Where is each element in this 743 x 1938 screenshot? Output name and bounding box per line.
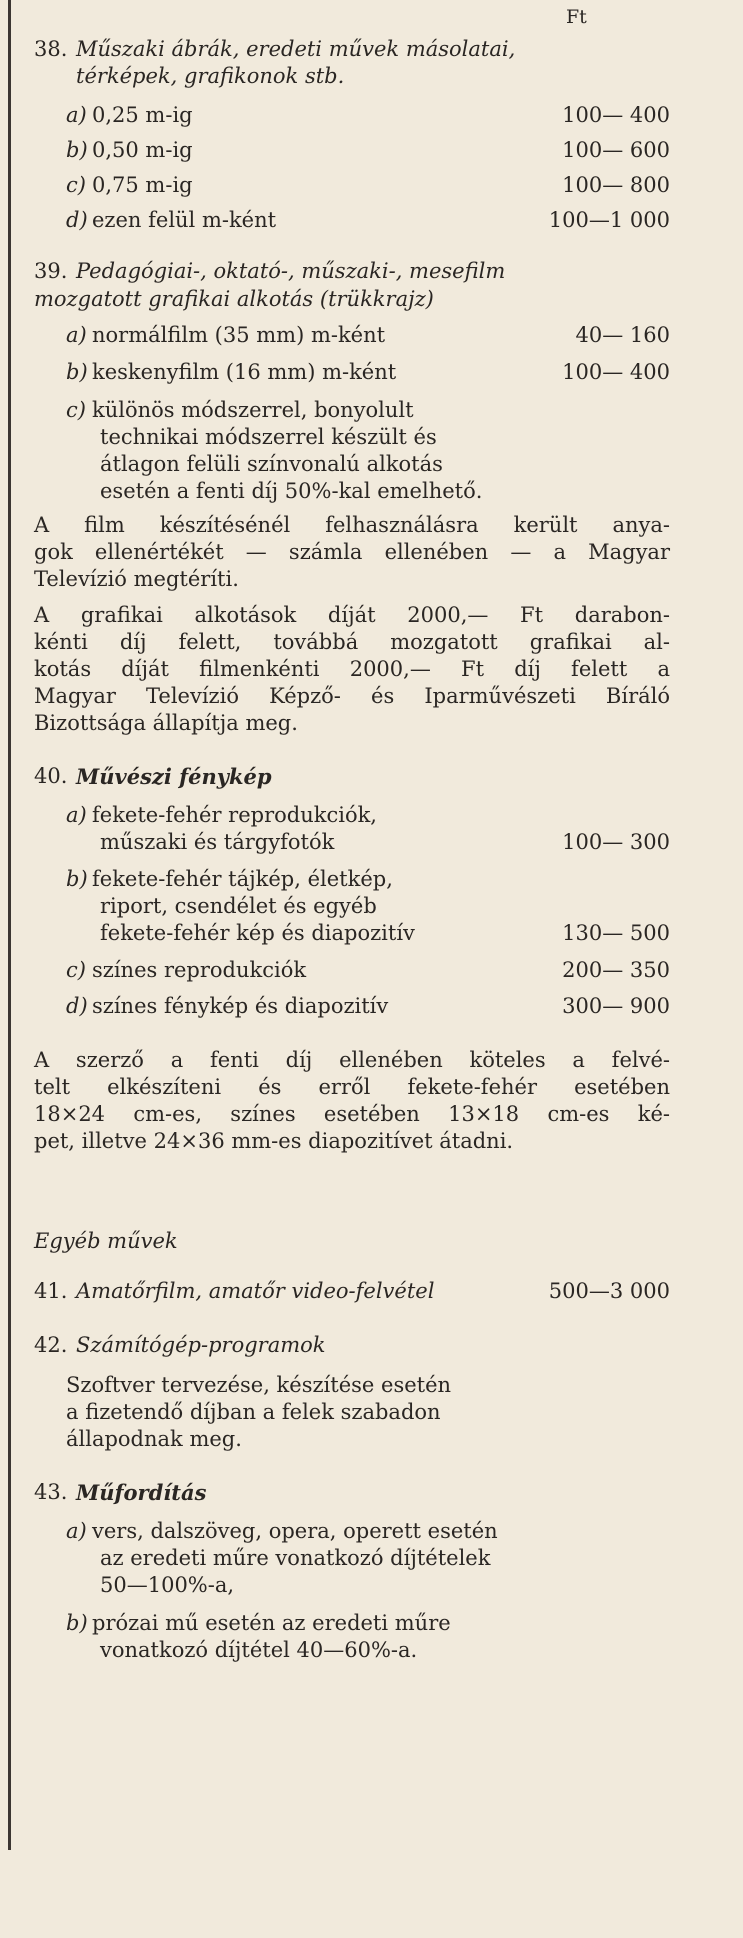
s40-item-b-line1: fekete-fehér tájkép, életkép, [92, 867, 393, 891]
s40-item-b-line2: riport, csendélet és egyéb [100, 894, 377, 918]
s40-item-c-range: 200— 350 [562, 958, 670, 982]
s42-line2: a fizetendő díjban a felek szabadon [66, 1400, 441, 1424]
s42-line3: állapodnak meg. [66, 1427, 242, 1451]
s43-item-a-label: a) [66, 1519, 87, 1543]
s39-item-c-line1: különös módszerrel, bonyolult [92, 398, 414, 422]
s43-item-a-line2: az eredeti műre vonatkozó díjtételek [100, 1546, 491, 1570]
s39-p2-line1: A grafikai alkotások díját 2000,— Ft darabon- [34, 603, 670, 627]
s40-item-a-label: a) [66, 803, 87, 827]
section-41-range: 500—3 000 [548, 1279, 670, 1303]
section-41-number: 41. [34, 1279, 68, 1303]
s43-item-b-line1: prózai mű esetén az eredeti műre [92, 1611, 451, 1635]
s40-item-d-label: d) [66, 994, 88, 1018]
s39-item-b-text: keskenyfilm (16 mm) m-ként [92, 360, 397, 384]
s40-p-line2: telt elkészíteni és erről fekete-fehér esetében [34, 1075, 670, 1099]
s39-item-a-text: normálfilm (35 mm) m-ként [92, 323, 386, 347]
s40-item-a-line1: fekete-fehér reprodukciók, [92, 803, 377, 827]
other-works-heading: Egyéb művek [34, 1229, 178, 1253]
section-42-number: 42. [34, 1333, 68, 1357]
s39-item-c-line3: átlagon felüli színvonalú alkotás [100, 452, 443, 476]
section-40-number: 40. [34, 764, 68, 788]
s42-line1: Szoftver tervezése, készítése esetén [66, 1373, 452, 1397]
s38-item-c-label: c) [66, 173, 86, 197]
s40-item-c-text: színes reprodukciók [92, 958, 307, 982]
s38-item-c-range: 100— 800 [562, 173, 670, 197]
s39-item-b-label: b) [66, 360, 88, 384]
s40-item-b-label: b) [66, 867, 88, 891]
s39-item-c-line4: esetén a fenti díj 50%-kal emelhető. [100, 479, 483, 503]
s40-item-b-line3: fekete-fehér kép és diapozitív [100, 921, 415, 945]
s40-item-b-range: 130— 500 [562, 921, 670, 945]
section-41-title: Amatőrfilm, amatőr video-felvétel [76, 1279, 435, 1303]
section-43-title: Műfordítás [76, 1480, 207, 1505]
section-39-title-line1: Pedagógiai-, oktató-, műszaki-, mesefilm [76, 259, 506, 283]
s40-item-a-line2: műszaki és tárgyfotók [100, 830, 335, 854]
s39-item-c-label: c) [66, 398, 86, 422]
s38-item-b-label: b) [66, 138, 88, 162]
currency-header: Ft [566, 6, 587, 28]
s43-item-b-label: b) [66, 1611, 88, 1635]
s39-p1-line2: gok ellenértékét — számla ellenében — a Magyar [34, 540, 670, 564]
s38-item-b-range: 100— 600 [562, 138, 670, 162]
s39-p2-line3: kotás díját filmenkénti 2000,— Ft díj felett a [34, 657, 670, 681]
s40-item-c-label: c) [66, 958, 86, 982]
s38-item-d-label: d) [66, 208, 88, 232]
s43-item-a-line3: 50—100%-a, [100, 1573, 235, 1597]
s38-item-c-text: 0,75 m-ig [92, 173, 193, 197]
s39-item-a-label: a) [66, 323, 87, 347]
section-38-number: 38. [34, 37, 68, 61]
s43-item-a-line1: vers, dalszöveg, opera, operett esetén [92, 1519, 498, 1543]
s38-item-a-text: 0,25 m-ig [92, 103, 193, 127]
s39-item-c-line2: technikai módszerrel készült és [100, 425, 437, 449]
s39-item-b-range: 100— 400 [562, 360, 670, 384]
s38-item-d-range: 100—1 000 [548, 208, 670, 232]
section-40-title: Művészi fénykép [76, 764, 272, 789]
section-39-number: 39. [34, 259, 68, 283]
s40-item-d-range: 300— 900 [562, 994, 670, 1018]
left-margin-rule [8, 0, 11, 1850]
s39-p1-line3: Televízió megtéríti. [34, 567, 239, 591]
section-38-title-line2: térképek, grafikonok stb. [76, 64, 345, 88]
s38-item-a-range: 100— 400 [562, 103, 670, 127]
s38-item-b-text: 0,50 m-ig [92, 138, 193, 162]
section-43-number: 43. [34, 1480, 68, 1504]
s39-p1-line1: A film készítésénél felhasználásra került anya- [34, 513, 670, 537]
s38-item-a-label: a) [66, 103, 87, 127]
s40-p-line1: A szerző a fenti díj ellenében köteles a felvé- [34, 1048, 670, 1072]
section-39-title-line2: mozgatott grafikai alkotás (trükkrajz) [34, 287, 434, 311]
s39-item-a-range: 40— 160 [575, 323, 670, 347]
s39-p2-line2: kénti díj felett, továbbá mozgatott grafikai al- [34, 630, 670, 654]
s39-p2-line5: Bizottsága állapítja meg. [34, 711, 298, 735]
s40-item-d-text: színes fénykép és diapozitív [92, 994, 389, 1018]
s40-p-line4: pet, illetve 24×36 mm-es diapozitívet átadni. [34, 1129, 514, 1153]
s43-item-b-line2: vonatkozó díjtétel 40—60%-a. [100, 1638, 418, 1662]
s40-p-line3: 18×24 cm-es, színes esetében 13×18 cm-es ké- [34, 1102, 670, 1126]
section-42-title: Számítógép-programok [76, 1333, 326, 1357]
s39-p2-line4: Magyar Televízió Képző- és Iparművészeti Bíráló [34, 684, 670, 708]
s38-item-d-text: ezen felül m-ként [92, 208, 277, 232]
section-38-title-line1: Műszaki ábrák, eredeti művek másolatai, [76, 37, 516, 61]
s40-item-a-range: 100— 300 [562, 830, 670, 854]
